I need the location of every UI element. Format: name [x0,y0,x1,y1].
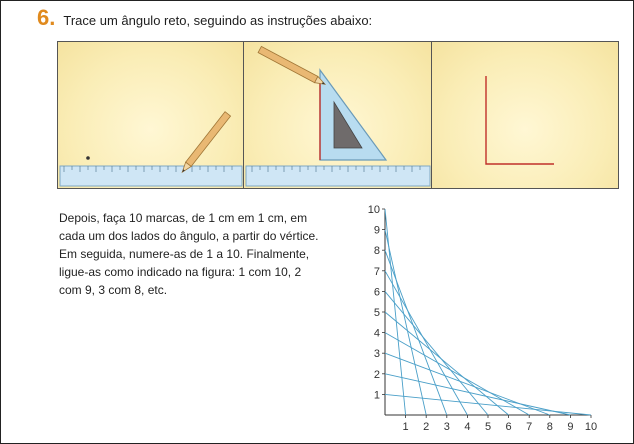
x-tick-label: 6 [505,421,512,433]
ruler-and-pencil-illustration [58,42,244,188]
segment-5-to-6 [385,312,509,415]
segment-3-to-8 [385,353,550,415]
segment-8-to-3 [385,250,447,415]
segment-6-to-5 [385,291,488,415]
set-square-illustration [244,42,432,188]
x-tick-labels [403,415,598,433]
ruler-shape [60,166,242,186]
x-tick-label: 5 [484,421,492,433]
x-tick-label: 10 [584,421,598,433]
y-tick-label: 9 [373,224,380,237]
x-tick-label: 2 [423,421,430,433]
pencil-icon [258,46,327,87]
x-tick-label: 8 [546,421,553,433]
y-tick-label: 6 [373,286,380,299]
segment-7-to-4 [385,271,467,415]
segment-2-to-9 [385,374,570,415]
segment-9-to-2 [385,230,426,415]
exercise-instruction: Trace um ângulo reto, seguindo as instruções abaixo: [63,13,373,28]
right-angle-illustration [432,42,618,188]
x-tick-label: 7 [526,421,533,433]
y-tick-label: 7 [373,265,380,278]
y-tick-label: 4 [373,327,380,340]
x-tick-label: 4 [464,421,471,433]
right-angle-panel [432,42,618,188]
y-tick-label: 8 [373,245,380,258]
segments-group [385,209,591,415]
pencil-icon [179,112,230,175]
y-tick-label: 10 [367,204,380,216]
x-tick-label: 3 [443,421,450,433]
ruler-and-pencil-panel [58,42,244,188]
exercise-header [37,7,372,32]
x-tick-label: 1 [402,421,409,433]
y-tick-label: 5 [373,307,380,319]
x-tick-label: 9 [567,421,574,433]
line-curve-chart [361,201,601,437]
exercise-number: 6. [37,5,56,30]
right-angle-lines [486,76,554,164]
set-square-panel [244,42,432,188]
y-tick-labels [368,204,385,401]
illustration-strip [57,41,619,189]
point-mark [86,156,90,160]
ruler-shape [246,166,430,186]
y-tick-label: 1 [373,389,380,402]
y-tick-label: 2 [373,368,380,381]
segment-4-to-7 [385,333,529,415]
y-tick-label: 3 [373,348,380,361]
instructions-paragraph: Depois, faça 10 marcas, de 1 cm em 1 cm, em cada um dos lados do ângulo, a partir do vértice. Em seguida, numere-as de 1 a 10. Finalmente, ligue-as como indicado na figura: 1 com 10, 2 com 9, 3 com 8, etc. [59,211,319,297]
